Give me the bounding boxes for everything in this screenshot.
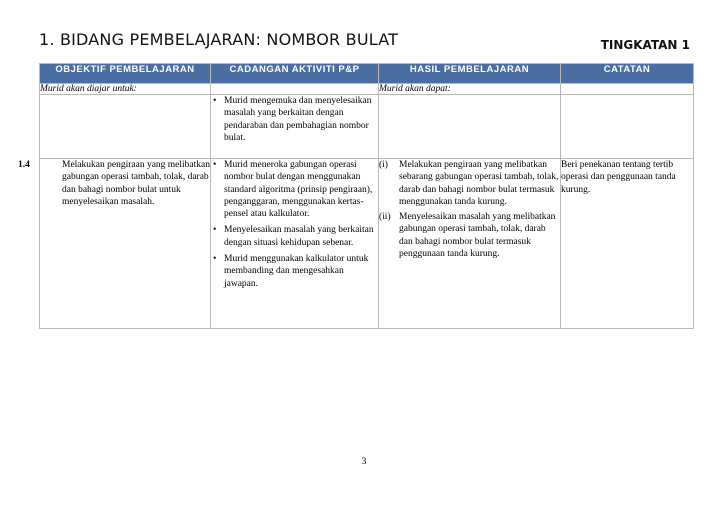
list-item (211, 253, 378, 290)
outcome-item (379, 211, 560, 260)
column-header-notes: CATATAN (561, 64, 694, 84)
outcome-text: Menyelesaikan masalah yang melibatkan gabungan operasi tambah, tolak, darab dan bahagi nombor bulat termasuk penggunaan tanda kurung. (399, 212, 556, 260)
bullet-icon: • (213, 254, 217, 265)
subheader-row (40, 84, 694, 95)
objective-cell (18, 159, 211, 329)
objective-code: 1.4 (18, 160, 30, 170)
outcomes-cell (379, 159, 561, 329)
page-title: 1. BIDANG PEMBELAJARAN: NOMBOR BULAT (39, 30, 399, 49)
outcome-number: (ii) (379, 212, 391, 223)
table-row (40, 159, 694, 329)
outcome-number: (i) (379, 160, 388, 170)
activities-cell (211, 159, 379, 329)
outcomes-subheader: Murid akan dapat: (379, 84, 561, 95)
syllabus-table (18, 63, 694, 329)
intro-outcome-cell (379, 95, 561, 159)
page-number: 3 (361, 457, 367, 467)
activity-text: Murid meneroka gabungan operasi nombor bulat dengan menggunakan standard algoritma (prinsip pengiraan), penganggaran, menggunakan kertas-pensel atau kalkulator. (224, 160, 373, 220)
notes-subheader (561, 84, 694, 95)
bullet-icon: • (213, 160, 217, 170)
notes-cell: Beri penekanan tentang tertib operasi dan penggunaan tanda kurung. (561, 159, 694, 329)
activity-text: Murid menggunakan kalkulator untuk membanding dan mengesahkan jawapan. (224, 254, 369, 289)
column-header-activities: CADANGAN AKTIVITI P&P (211, 64, 379, 84)
outcome-text: Melakukan pengiraan yang melibatkan sebarang gabungan operasi tambah, tolak, darab dan bahagi nombor bulat termasuk menggunakan tanda kurung. (399, 160, 559, 207)
header-row (40, 64, 694, 84)
outcome-item (379, 159, 560, 208)
intro-activity-cell (211, 95, 379, 159)
list-item (211, 224, 378, 249)
intro-notes-cell (561, 95, 694, 159)
objectives-subheader: Murid akan diajar untuk: (40, 84, 211, 95)
list-item (211, 159, 378, 220)
list-item (211, 95, 378, 144)
intro-objective-cell (40, 95, 211, 159)
bullet-icon: • (213, 96, 217, 106)
intro-row (40, 95, 694, 159)
column-header-outcomes: HASIL PEMBELAJARAN (379, 64, 561, 84)
objective-text: Melakukan pengiraan yang melibatkan gabungan operasi tambah, tolak, darab dan bahagi nombor bulat untuk menyelesaikan masalah. (62, 160, 210, 207)
activity-text: Menyelesaikan masalah yang berkaitan dengan situasi kehidupan sebenar. (224, 225, 374, 248)
form-level-label: TINGKATAN 1 (600, 38, 690, 52)
column-header-objectives: OBJEKTIF PEMBELAJARAN (40, 64, 211, 84)
bullet-icon: • (213, 225, 217, 236)
activities-subheader (211, 84, 379, 95)
activity-text: Murid mengemuka dan menyelesaikan masalah yang berkaitan dengan pendaraban dan pembahagian nombor bulat. (224, 96, 372, 143)
